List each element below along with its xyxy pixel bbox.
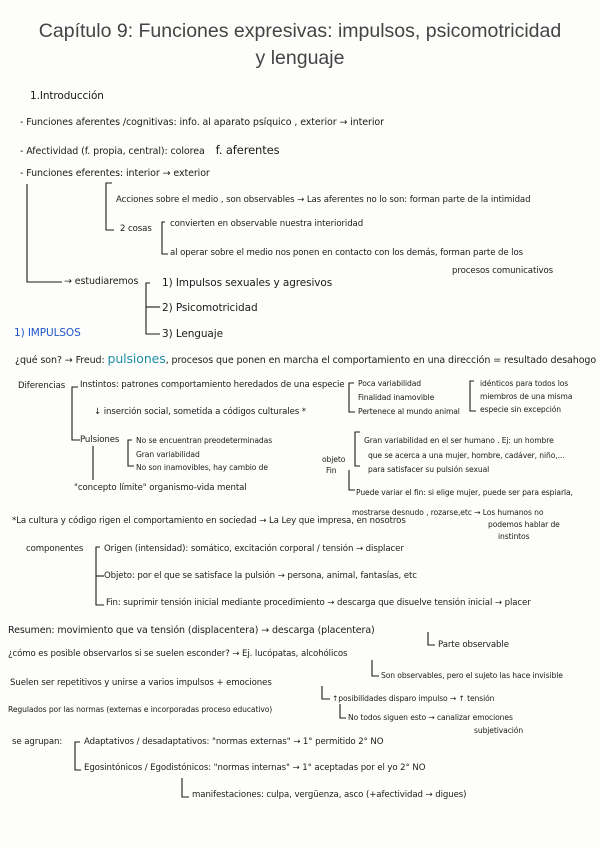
- observable-hook: [428, 632, 435, 645]
- observable-part: Parte observable: [438, 640, 509, 650]
- variab-note-2: que se acerca a una mujer, hombre, cadáver, niño,...: [368, 451, 565, 460]
- intro-heading: 1.Introducción: [30, 90, 104, 102]
- grouped-bracket: [75, 742, 81, 770]
- variab-note-3: para satisfacer su pulsión sexual: [368, 465, 490, 474]
- instinct-note-3: especie sin excepción: [480, 405, 561, 414]
- instinct-prop-2: Finalidad inamovible: [358, 393, 435, 402]
- pulsiones-label: Pulsiones: [80, 435, 120, 445]
- answer: Son observables, pero el sujeto las hace invisible: [381, 671, 563, 680]
- title-line-2: y lenguaje: [255, 47, 345, 69]
- efferent-functions: - Funciones eferentes: interior → exterior: [20, 168, 210, 179]
- question: ¿cómo es posible observarlos si se suelen esconder? → Ej. lucópatas, alcohólicos: [8, 649, 348, 659]
- pulsiones-bracket: [128, 440, 134, 466]
- affectivity: [20, 143, 280, 158]
- possibilities-hook: [322, 686, 330, 699]
- instinct-prop-1: Poca variabilidad: [358, 379, 421, 388]
- study-item-1: 1) Impulsos sexuales y agresivos: [162, 277, 333, 289]
- component-fin: Fin: suprimir tensión inicial mediante procedimiento → descarga que disuelve tensión inicial → placer: [106, 598, 531, 608]
- affectivity-text: - Afectividad (f. propia, central): colorea: [20, 146, 205, 157]
- chapter-title: [0, 18, 600, 72]
- manifestations: manifestaciones: culpa, vergüenza, asco (+afectividad → digues): [192, 790, 467, 800]
- insertion-text: ↓ inserción social, sometida a códigos culturales *: [94, 407, 306, 417]
- thing-2-cont: procesos comunicativos: [452, 266, 554, 276]
- puls-item-3: No son inamovibles, hay cambio de: [136, 463, 268, 472]
- component-object: Objeto: por el que se satisface la pulsión → persona, animal, fantasías, etc: [104, 571, 417, 581]
- fin-label: Fin: [326, 466, 337, 475]
- impulsos-heading: 1) IMPULSOS: [14, 327, 81, 339]
- fin-note-3: podemos hablar de: [488, 520, 560, 529]
- summary: Resumen: movimiento que va tensión (displacentera) → descarga (placentera): [8, 625, 375, 636]
- puls-item-1: No se encuentran preodeterminadas: [136, 436, 273, 445]
- affectivity-f: f. aferentes: [215, 143, 280, 157]
- instinct-note-2: miembros de una misma: [480, 392, 573, 401]
- actions-text: Acciones sobre el medio , son observables → Las aferentes no lo son: forman parte de la intimidad: [116, 195, 531, 205]
- subjectivation: subjetivación: [474, 726, 524, 735]
- culture-note: *La cultura y código rigen el comportamiento en sociedad → La Ley que impresa, en nosotros: [12, 516, 406, 526]
- what-are-they: [15, 353, 596, 367]
- not-all: No todos siguen esto → canalizar emociones: [348, 713, 513, 722]
- variab-note-1: Gran variabilidad en el ser humano . Ej: un hombre: [364, 436, 554, 445]
- afferent-functions: - Funciones aferentes /cognitivas: info. al aparato psíquico , exterior → interior: [20, 117, 384, 128]
- answer-hook: [372, 660, 379, 676]
- instinct-def: Instintos: patrones comportamiento heredados de una especie: [80, 380, 345, 390]
- grouped-label: se agrupan:: [12, 737, 63, 747]
- diff-label: Diferencias: [18, 381, 66, 391]
- two-things-label: 2 cosas: [120, 224, 152, 234]
- fin-note-hook: [349, 470, 355, 490]
- thing-1: convierten en observable nuestra interioridad: [170, 219, 364, 229]
- manifest-hook: [182, 778, 189, 797]
- fin-note-1: Puede variar el fin: si elige mujer, puede ser para espiarla,: [356, 488, 573, 497]
- repetitive: Suelen ser repetitivos y unirse a varios impulsos + emociones: [10, 678, 272, 688]
- what-pre: ¿qué son? → Freud:: [15, 355, 105, 366]
- study-label: → estudiaremos: [64, 276, 139, 287]
- instinct-props-brace: [349, 383, 355, 412]
- obj-fin-brace: [355, 432, 360, 466]
- component-origin: Origen (intensidad): somático, excitación corporal / tensión → displacer: [104, 544, 404, 554]
- egosyntonic: Egosintónicos / Egodistónicos: "normas internas" → 1° aceptadas por el yo 2° NO: [84, 763, 426, 773]
- study-item-3: 3) Lenguaje: [162, 328, 223, 340]
- study-bracket: [146, 283, 160, 334]
- what-post: , procesos que ponen en marcha el comportamiento en una dirección = resultado desahogo: [165, 355, 597, 366]
- diff-bracket: [72, 387, 80, 440]
- limit-concept: "concepto límite" organismo-vida mental: [74, 483, 247, 493]
- efferent-branch-line: [27, 184, 62, 282]
- two-things-bracket: [162, 222, 168, 254]
- obj-label: objeto: [322, 455, 346, 464]
- actions-bracket: [106, 183, 114, 230]
- possibilities: ↑posibilidades disparo impulso → ↑ tensión: [332, 694, 495, 703]
- regulated: Regulados por las normas (externas e incorporadas proceso educativo): [8, 705, 273, 714]
- instinct-prop-3: Pertenece al mundo animal: [358, 407, 460, 416]
- adaptive: Adaptativos / desadaptativos: "normas externas" → 1° permitido 2° NO: [84, 737, 384, 747]
- puls-item-2: Gran variabilidad: [136, 450, 200, 459]
- not-all-hook: [340, 704, 346, 718]
- instinct-note-1: idénticos para todos los: [480, 379, 569, 388]
- components-label: componentes: [26, 544, 84, 554]
- fin-note-2: mostrarse desnudo , rozarse,etc → Los humanos no: [352, 508, 544, 517]
- fin-note-4: instintos: [498, 532, 530, 541]
- study-item-2: 2) Psicomotricidad: [162, 302, 258, 314]
- title-line-1: Capítulo 9: Funciones expresivas: impulsos, psicomotricidad: [38, 20, 562, 42]
- pulsiones-keyword: pulsiones: [107, 351, 166, 366]
- thing-2: al operar sobre el medio nos ponen en contacto con los demás, forman parte de los: [170, 248, 524, 258]
- instinct-note-brace: [470, 381, 476, 411]
